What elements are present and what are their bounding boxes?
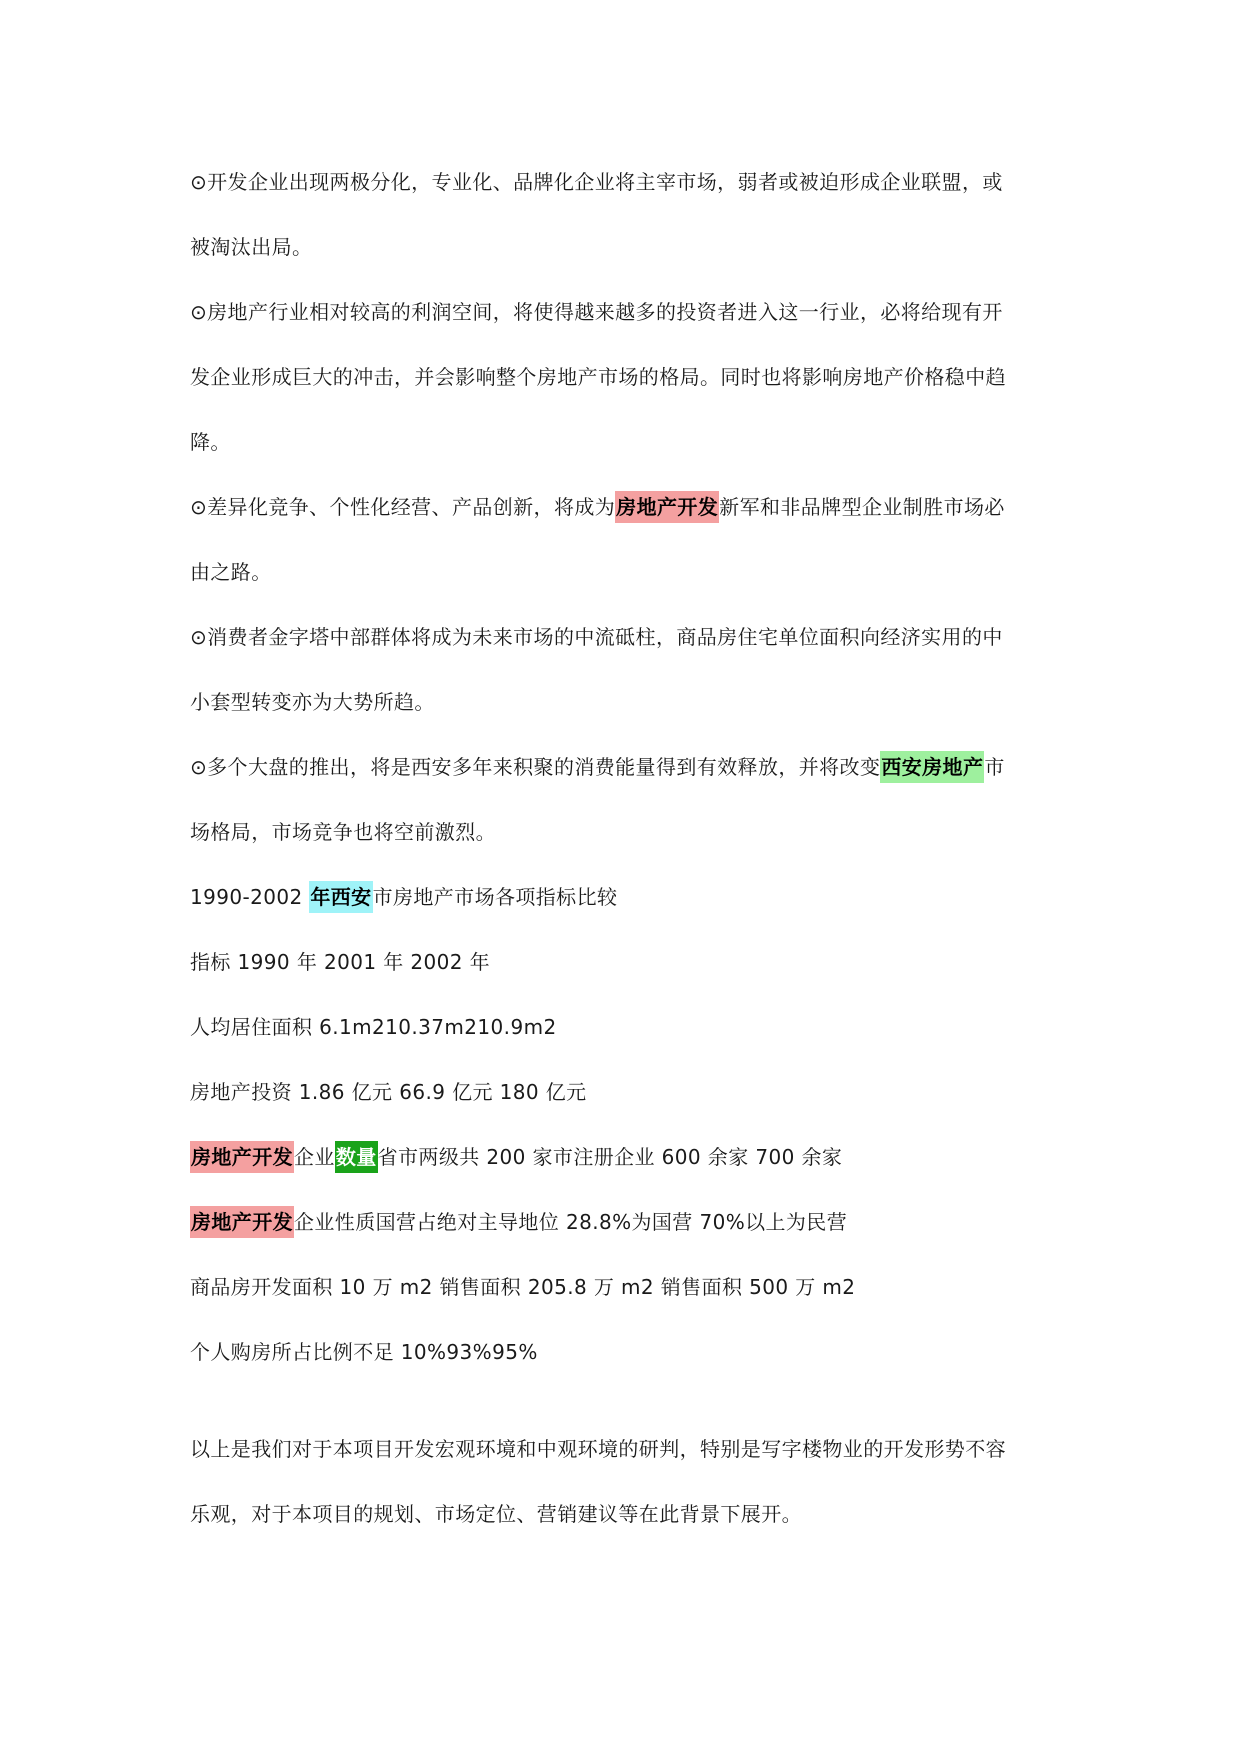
keyword-highlight: 房地产开发: [190, 1141, 294, 1173]
paragraph-line: 小套型转变亦为大势所趋。: [190, 690, 435, 714]
paragraph-line: 由之路。: [190, 560, 272, 584]
keyword-highlight: 西安房地产: [880, 751, 984, 783]
text-run: 企业: [294, 1145, 335, 1169]
text-run: 新军和非品牌型企业制胜市场必: [719, 495, 1005, 519]
table-title: [190, 865, 1060, 930]
text-run: 企业性质国营占绝对主导地位 28.8%为国营 70%以上为民营: [294, 1210, 848, 1234]
paragraph-line: 发企业形成巨大的冲击，并会影响整个房地产市场的格局。同时也将影响房地产价格稳中趋: [190, 365, 1006, 389]
keyword-highlight: 房地产开发: [615, 491, 719, 523]
document-body: [190, 150, 1060, 1547]
paragraph-line: 被淘汰出局。: [190, 235, 313, 259]
paragraph-line: [190, 475, 1060, 540]
spacer: [190, 1385, 1060, 1417]
table-row: 人均居住面积 6.1m210.37m210.9m2: [190, 1015, 557, 1039]
paragraph-line: ⊙房地产行业相对较高的利润空间，将使得越来越多的投资者进入这一行业，必将给现有开: [190, 300, 1003, 324]
text-run: 省市两级共 200 家市注册企业 600 余家 700 余家: [377, 1145, 843, 1169]
table-row: 房地产投资 1.86 亿元 66.9 亿元 180 亿元: [190, 1080, 587, 1104]
text-run: 1990-2002: [190, 885, 310, 909]
table-row: [190, 1125, 1060, 1190]
text-run: 市房地产市场各项指标比较: [372, 885, 618, 909]
paragraph-line: [190, 735, 1060, 800]
keyword-highlight: 房地产开发: [190, 1206, 294, 1238]
paragraph-line: ⊙消费者金字塔中部群体将成为未来市场的中流砥柱，商品房住宅单位面积向经济实用的中: [190, 625, 1003, 649]
keyword-highlight: 年西安: [309, 881, 372, 913]
table-row: 个人购房所占比例不足 10%93%95%: [190, 1340, 538, 1364]
paragraph-line: ⊙开发企业出现两极分化，专业化、品牌化企业将主宰市场，弱者或被迫形成企业联盟，或: [190, 170, 1003, 194]
text-run: ⊙差异化竞争、个性化经营、产品创新，将成为: [190, 495, 616, 519]
paragraph-line: 场格局，市场竞争也将空前激烈。: [190, 820, 496, 844]
table-row: 商品房开发面积 10 万 m2 销售面积 205.8 万 m2 销售面积 500 万 m2: [190, 1275, 856, 1299]
table-row: [190, 1190, 1060, 1255]
text-run: ⊙多个大盘的推出，将是西安多年来积聚的消费能量得到有效释放，并将改变: [190, 755, 881, 779]
text-run: 市: [984, 755, 1005, 779]
paragraph-line: 以上是我们对于本项目开发宏观环境和中观环境的研判，特别是写字楼物业的开发形势不容: [190, 1437, 1006, 1461]
paragraph-line: 降。: [190, 430, 231, 454]
paragraph-line: 乐观，对于本项目的规划、市场定位、营销建议等在此背景下展开。: [190, 1502, 802, 1526]
keyword-highlight: 数量: [335, 1141, 378, 1173]
table-row: 指标 1990 年 2001 年 2002 年: [190, 950, 491, 974]
